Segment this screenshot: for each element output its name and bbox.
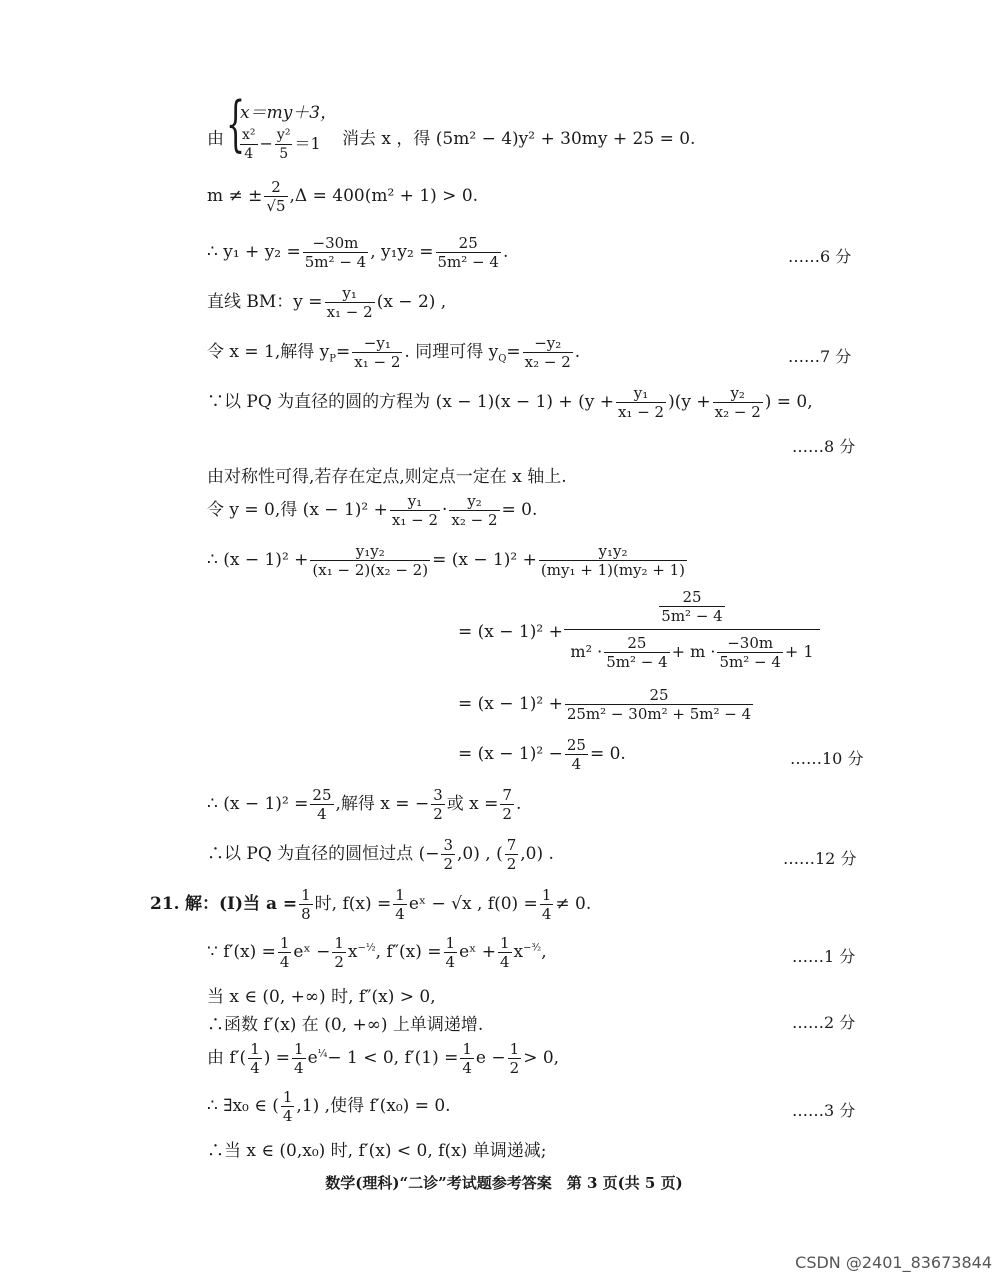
monotonic-decreasing: ∴当 x ∈ (0,x₀) 时, f′(x) < 0, f(x) 单调递减; [207,1141,547,1161]
line-bm: 直线 BM：y = $\frac{\text{y₁}}{\text{x₁ − 2}}$ (x − 2) , [207,284,447,321]
question-21-header: 21. 解：(Ⅰ)当 a = $\frac{1}{8}$ 时, f(x) = $\frac{1}{4}$ eˣ − √x , f(0) = $\frac{1}{4}$ ≠ 0. [150,886,592,923]
watermark: CSDN @2401_83673844 [795,1253,992,1272]
text-you: 由 [207,129,224,149]
monotonic-increasing: ∴函数 f′(x) 在 (0, +∞) 上单调递增. [207,1015,484,1035]
yp-yq-line: 令 x = 1,解得 $y_P=$ $\frac{\text{−y₁}}{\text{x₁ − 2}}$ . 同理可得 $y_Q=$ $\frac{\text{−y₂}}{\text{x₂ − 2}}$ . [207,334,581,371]
second-derivative-positive: 当 x ∈ (0, +∞) 时, f″(x) > 0, [207,987,436,1007]
score-2: ……2 分 [792,1013,856,1032]
left-brace: { [226,89,246,159]
set-y-zero: 令 y = 0,得 (x − 1)² + $\frac{\text{y₁}}{\text{x₁ − 2}}$ · $\frac{\text{y₂}}{\text{x₂ − 2}}$ = 0. [207,492,538,529]
exists-x0-line: ∴ ∃x₀ ∈ ( $\frac{1}{4}$ ,1) ,使得 f′(x₀) = 0. [207,1088,451,1125]
eliminate-line: 消去 x ，得 (5m² − 4)y² + 30my + 25 = 0. [342,129,696,149]
score-6: ……6 分 [788,247,852,266]
score-7: ……7 分 [788,347,852,366]
fixed-points-line: ∴以 PQ 为直径的圆恒过点 (− $\frac{3}{2}$ ,0) , ( $\frac{7}{2}$ ,0) . [207,836,554,873]
sign-check-line: 由 f′( $\frac{1}{4}$ ) = $\frac{1}{4}$ $e^{\frac{1}{4}}- 1 < 0$, f′(1) = $\frac{1}{4}$ e − $\frac{1}{2}$ > 0, [207,1040,560,1077]
score-10: ……10 分 [790,749,864,768]
derivation-step-3: = (x − 1)² + $\frac{25}{\text{25m² − 30m² + 5m² − 4}}$ [458,686,752,723]
score-12: ……12 分 [783,849,857,868]
derivatives-line: ∵ f′(x) = $\frac{1}{4}$ eˣ − $\frac{1}{2}$ $x^{-\frac{1}{2}}$, f″(x) = $\frac{1}{4}$ eˣ + $\frac{1}{4}$ $x^{-^3⁄_2}$, [207,934,547,971]
compound-fraction: $\frac{25}{\text{5m² − 4}}$ m² · $\frac{25}{\text{5m² − 4}}$ + m · $\frac{-30m}{\text{5m² − 4}}$ + 1 [564,588,820,671]
circle-equation: ∵以 PQ 为直径的圆的方程为 (x − 1)(x − 1) + (y + $\frac{\text{y₁}}{\text{x₁ − 2}}$ )(y + $\frac{\text{y₂}}{\text{x₂ − 2}}$ ) = 0, [207,384,813,421]
solve-x-line: ∴ (x − 1)² = $\frac{25}{4}$ ,解得 x = − $\frac{3}{2}$ 或 x = $\frac{7}{2}$ . [207,786,522,823]
system-eq-2: $\frac{\text{x²}}{4}$ − $\frac{\text{y²}}{5}$ ＝1 [242,127,321,162]
score-8: ……8 分 [792,437,856,456]
system-eq-1: x＝my＋3， [240,103,338,123]
score-1: ……1 分 [792,947,856,966]
derivation-step-4: = (x − 1)² − $\frac{25}{4}$ = 0. [458,736,626,773]
vieta-line: ∴ y₁ + y₂ = $\frac{-30m}{\text{5m² − 4}}$ , y₁y₂ = $\frac{25}{\text{5m² − 4}}$ . [207,234,509,271]
score-3: ……3 分 [792,1101,856,1120]
page-footer: 数学(理科)“二诊”考试题参考答案 第 3 页(共 5 页) [325,1174,683,1192]
derivation-step-1: ∴ (x − 1)² + $\frac{\text{y₁y₂}}{\text{(x₁ − 2)(x₂ − 2)}}$ = (x − 1)² + $\frac{\text{y₁y₂}}{\text{(my₁ + 1)(my₂ + 1)}}$ [207,542,686,579]
m-condition: m ≠ ± $\frac{2}{√5}$ ,Δ = 400(m² + 1) > 0. [207,178,479,215]
symmetry-line: 由对称性可得,若存在定点,则定点一定在 x 轴上. [207,467,567,487]
derivation-step-2-lhs: = (x − 1)² + [458,622,563,642]
